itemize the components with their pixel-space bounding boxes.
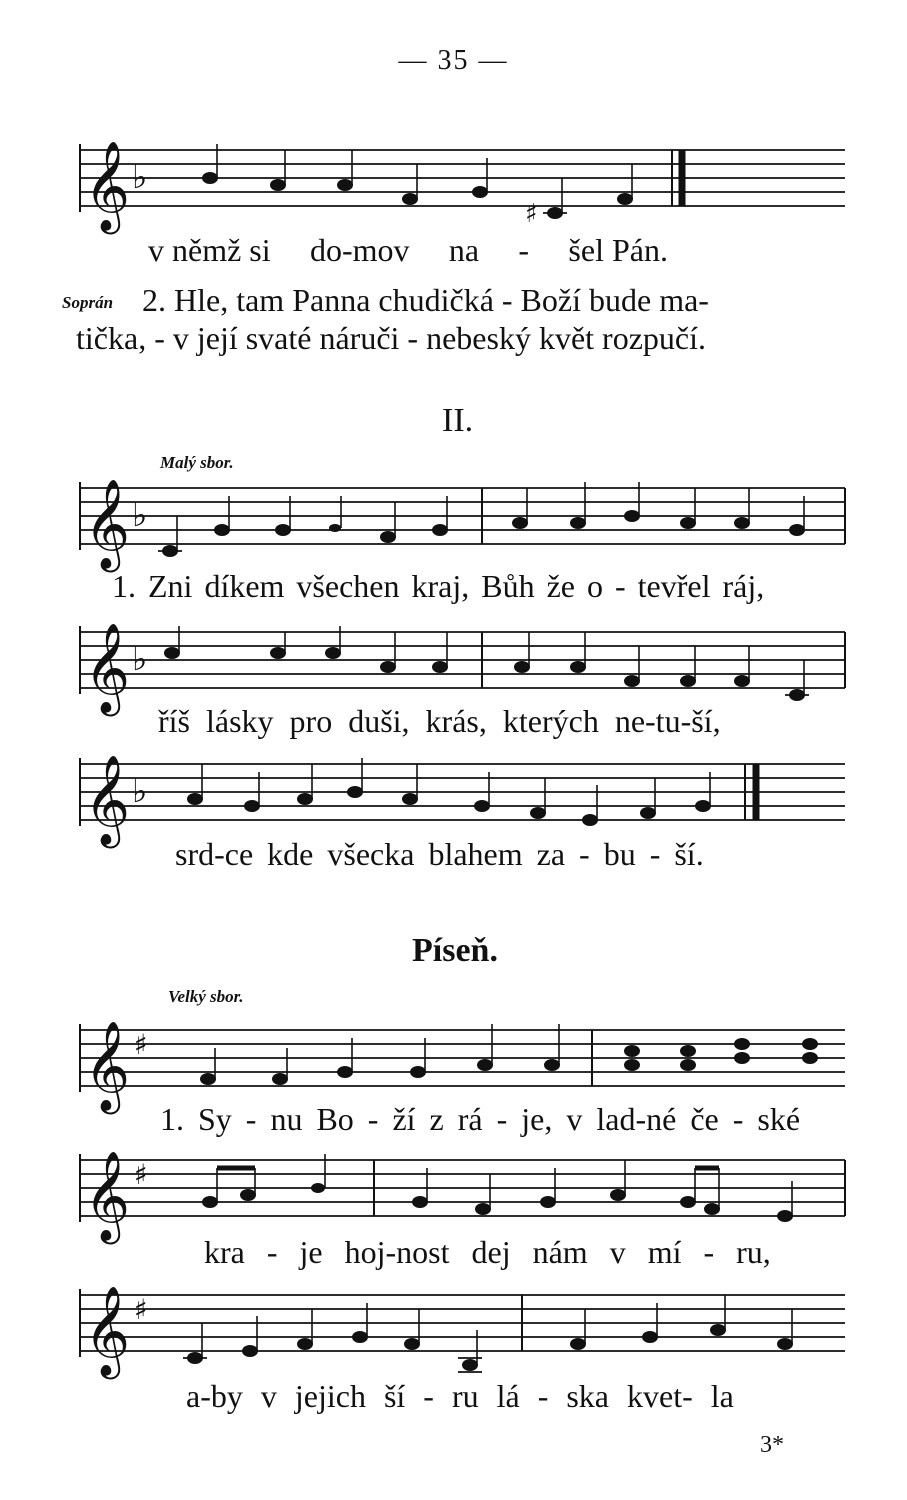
flat-icon: ♭ [132,772,148,810]
flat-icon: ♭ [132,158,148,196]
notes [164,626,809,701]
lyric-word: - [518,232,530,268]
song-title: Píseň. [412,932,498,969]
treble-clef-icon: 𝄞 [84,755,131,845]
lyric-line: říš lásky pro duši, krás, kterých ne-tu-ší, [158,703,721,739]
staff-lines [80,144,845,212]
treble-clef-icon: 𝄞 [84,623,131,713]
section-label: II. [442,402,474,439]
flat-icon: ♭ [132,640,148,678]
lyric-line [148,232,668,269]
sharp-icon: ♯ [134,1028,148,1061]
lyric-word: šel Pán. [568,232,668,268]
treble-clef-icon: 𝄞 [84,1286,131,1376]
lyric-word: v němž si [148,232,271,268]
lyric-word: na [448,232,480,268]
staff-lines [80,626,845,694]
staff-lines [80,1024,845,1092]
choir-label: Malý sbor. [160,453,234,472]
lyric-line: 1. Sy - nu Bo - ží z rá - je, v lad-né če - ské [160,1101,801,1137]
staff-lines [80,482,845,550]
lyric-line: a-by v jejich ší - ru lá - ska kvet- la [186,1378,734,1414]
verse-2-line-2: tička, - v její svaté náruči - nebeský květ rozpučí. [76,320,706,356]
footer-mark: 3* [760,1432,784,1458]
soprano-label: Soprán [62,293,114,312]
sharp-icon: ♯ [525,199,538,229]
lyric-word: do-mov [309,232,410,268]
sharp-icon: ♯ [134,1158,148,1191]
page-number: — 35 — [398,45,509,76]
flat-icon: ♭ [132,496,148,534]
treble-clef-icon: 𝄞 [84,1021,131,1111]
staff-lines [80,1289,845,1357]
lyric-line: 1. Zni díkem všechen kraj, Bůh že o - tevřel ráj, [112,568,765,604]
lyric-line: srd-ce kde všecka blahem za - bu - ší. [175,836,704,872]
staff-1 [0,140,907,240]
notes [183,1295,793,1372]
staff-lines [80,1154,845,1222]
treble-clef-icon: 𝄞 [84,141,131,231]
sharp-icon: ♯ [134,1293,148,1326]
treble-clef-icon: 𝄞 [84,479,131,569]
notes [158,482,805,557]
staff-2 [0,478,907,578]
staff-lines [80,758,845,826]
notes [202,144,633,229]
notes [200,1024,818,1086]
lyric-line: kra - je hoj-nost dej nám v mí - ru, [204,1234,771,1270]
treble-clef-icon: 𝄞 [84,1151,131,1241]
verse-2-line-1: 2. Hle, tam Panna chudičká - Boží bude ma- [142,282,709,318]
choir-label: Velký sbor. [168,987,244,1006]
